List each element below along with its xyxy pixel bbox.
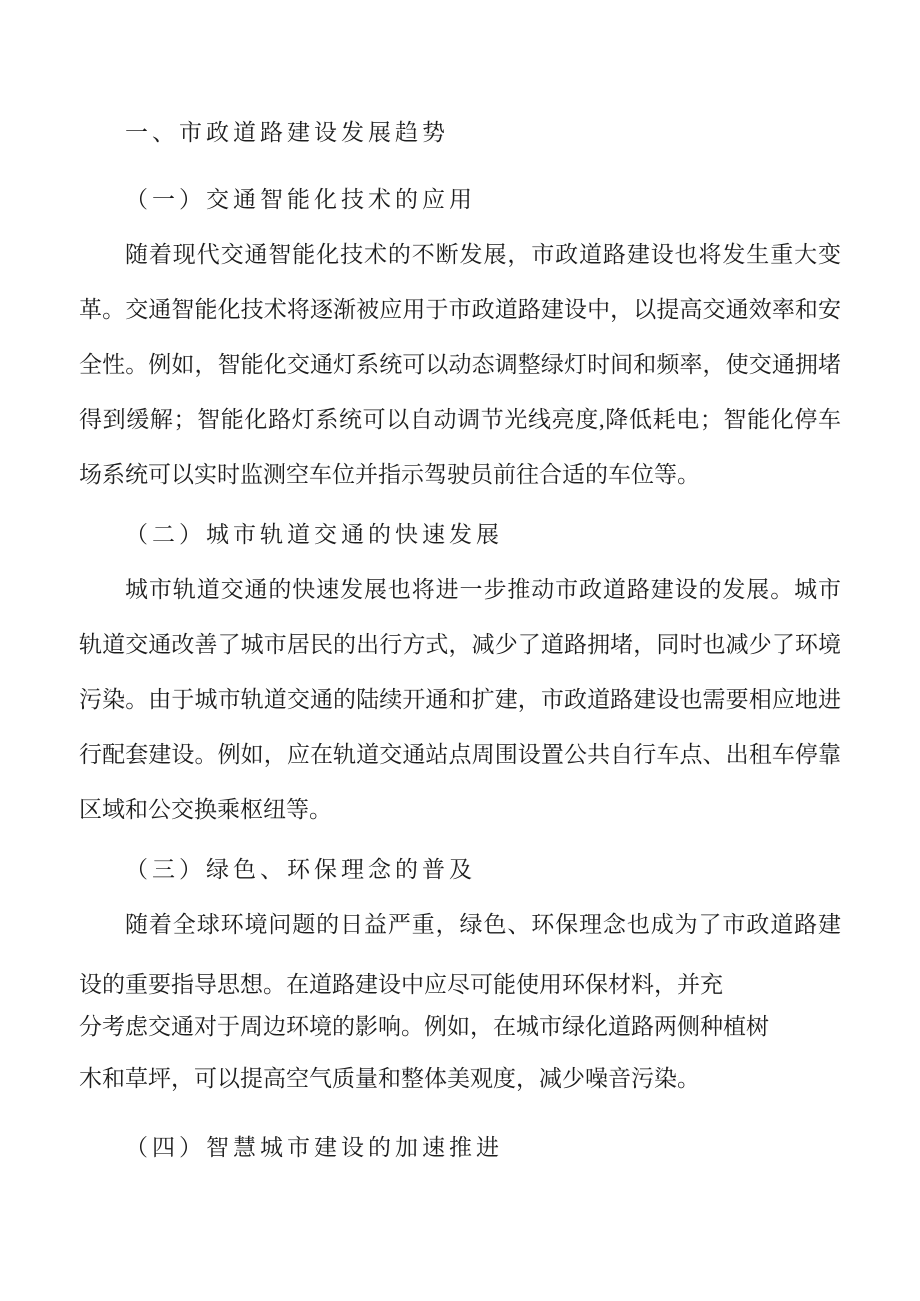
text-line: 污染。由于城市轨道交通的陆续开通和扩建，市政道路建设也需要相应地进 [79, 687, 841, 712]
section-3-heading: （三）绿色、环保理念的普及 [125, 857, 476, 882]
text-line: 革。交通智能化技术将逐渐被应用于市政道路建设中，以提高交通效率和安 [79, 297, 841, 322]
section-2-paragraph [79, 562, 841, 837]
document-content [79, 0, 841, 1175]
text-line: 随着全球环境问题的日益严重，绿色、环保理念也成为了市政道路建 [125, 912, 841, 937]
text-line: 得到缓解；智能化路灯系统可以自动调节光线亮度,降低耗电；智能化停车 [79, 407, 841, 432]
heading-level1: 一、市政道路建设发展趋势 [125, 120, 449, 145]
text-line: 区域和公交换乘枢纽等。 [79, 797, 332, 822]
section-2-heading: （二）城市轨道交通的快速发展 [125, 522, 503, 547]
text-line: 分考虑交通对于周边环境的影响。例如，在城市绿化道路两侧种植树 [79, 1014, 769, 1039]
text-line: 设的重要指导思想。在道路建设中应尽可能使用环保材料，并充 [79, 972, 723, 997]
text-line: 行配套建设。例如，应在轨道交通站点周围设置公共自行车点、出租车停靠 [79, 742, 841, 767]
text-line: 场系统可以实时监测空车位并指示驾驶员前往合适的车位等。 [79, 462, 700, 487]
text-line: 全性。例如，智能化交通灯系统可以动态调整绿灯时间和频率，使交通拥堵 [79, 352, 841, 377]
text-line: 城市轨道交通的快速发展也将进一步推动市政道路建设的发展。城市 [125, 577, 841, 602]
section-1-heading: （一）交通智能化技术的应用 [125, 187, 476, 212]
section-3-paragraph [79, 897, 841, 1106]
text-line: 随着现代交通智能化技术的不断发展，市政道路建设也将发生重大变 [125, 242, 841, 267]
text-line: 木和草坪，可以提高空气质量和整体美观度，减少噪音污染。 [79, 1066, 700, 1091]
section-1-paragraph [79, 227, 841, 502]
section-4-heading: （四）智慧城市建设的加速推进 [125, 1135, 503, 1160]
text-line: 轨道交通改善了城市居民的出行方式，减少了道路拥堵，同时也减少了环境 [79, 632, 841, 657]
